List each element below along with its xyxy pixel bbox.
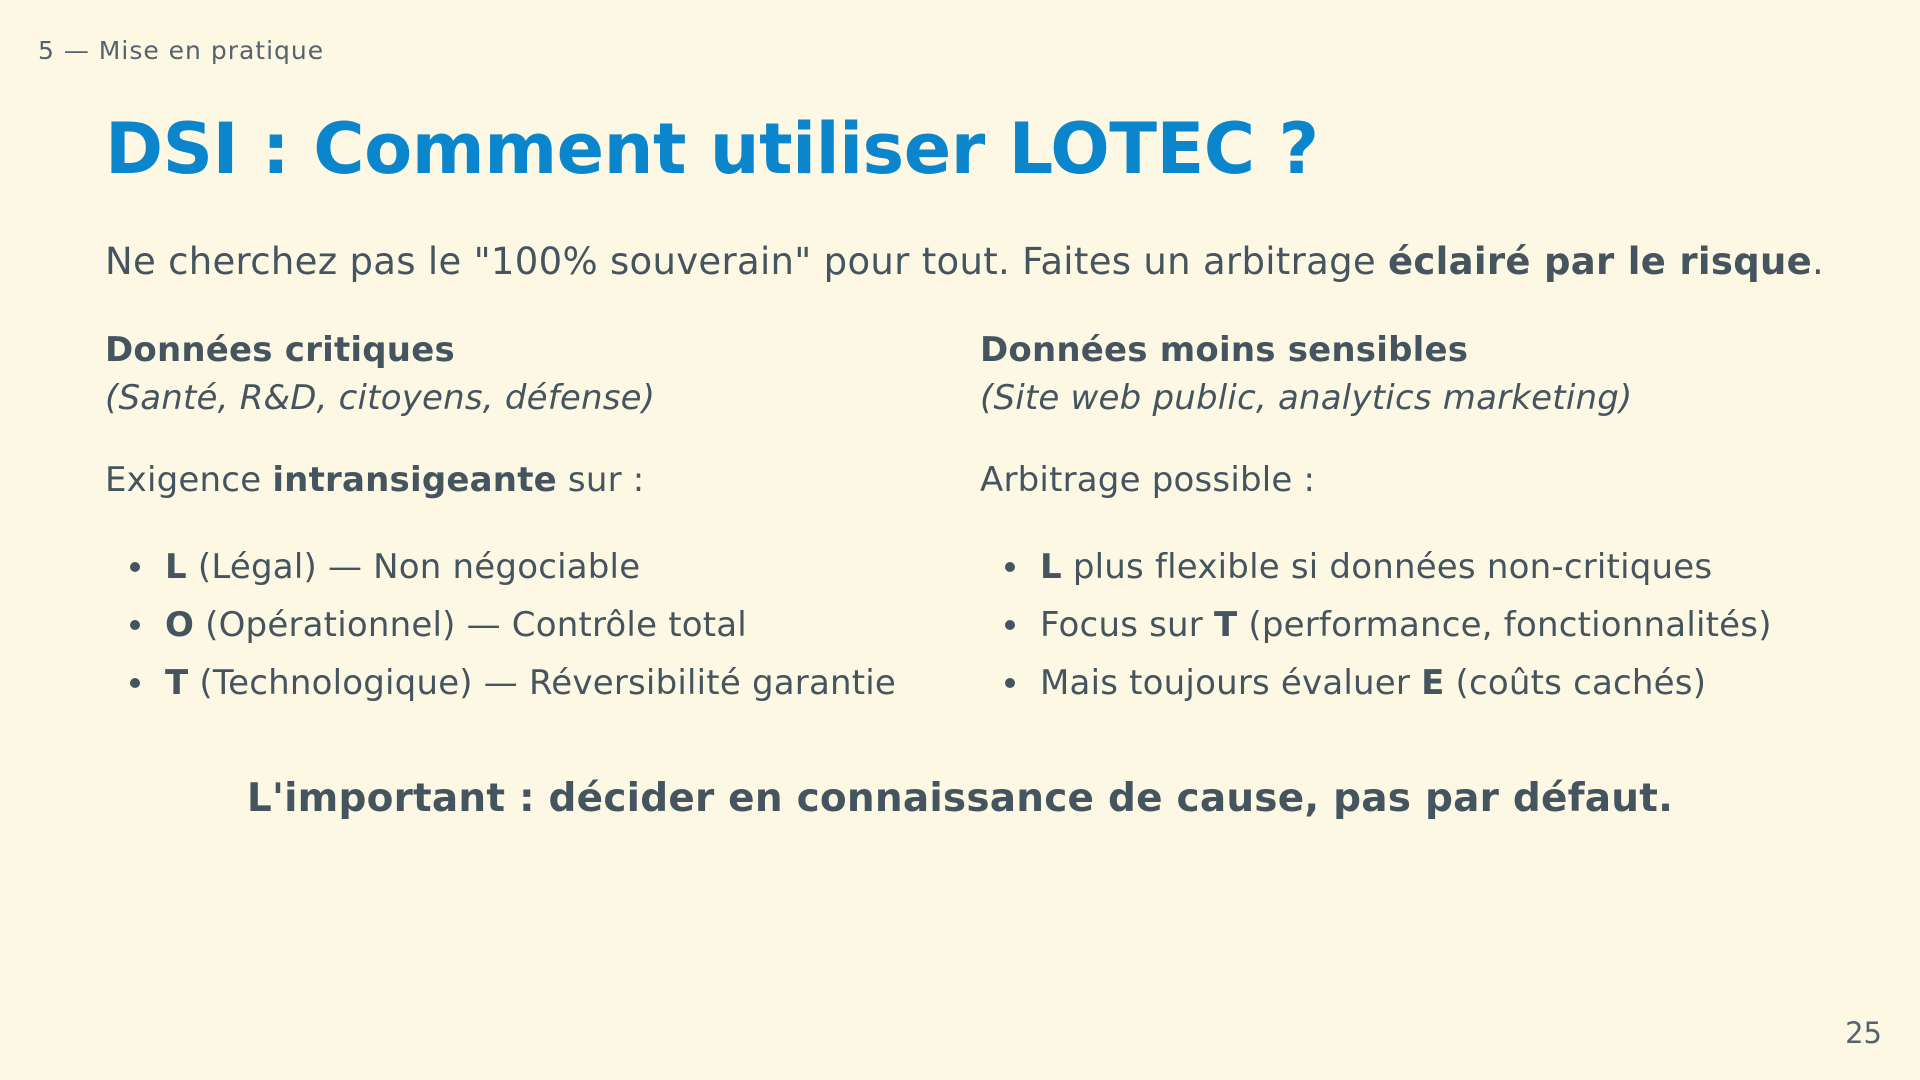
- left-column-lead: [105, 456, 945, 504]
- left-column: [105, 326, 945, 712]
- list-item-key: E: [1421, 663, 1445, 703]
- list-item-text-after: plus flexible si données non-critiques: [1061, 547, 1713, 587]
- bullet-dot-icon: [1005, 620, 1015, 630]
- list-item-key: T: [1213, 605, 1238, 645]
- left-bullet-list: [105, 538, 945, 712]
- left-column-heading: Données critiques: [105, 330, 455, 370]
- section-label: 5 — Mise en pratique: [38, 36, 325, 65]
- bullet-dot-icon: [1005, 678, 1015, 688]
- right-column: [980, 326, 1820, 712]
- list-item-key: T: [165, 663, 189, 703]
- bullet-dot-icon: [130, 562, 140, 572]
- list-item: [980, 596, 1820, 654]
- bullet-dot-icon: [1005, 562, 1015, 572]
- right-bullet-list: [980, 538, 1820, 712]
- intro-text-bold: éclairé par le risque: [1388, 240, 1813, 283]
- list-item-text: (Légal) — Non négociable: [186, 547, 641, 587]
- right-column-lead: Arbitrage possible :: [980, 460, 1316, 500]
- left-lead-before: Exigence: [105, 460, 273, 500]
- list-item: [980, 654, 1820, 712]
- intro-text-after: .: [1812, 240, 1825, 283]
- bullet-dot-icon: [130, 620, 140, 630]
- list-item-key: L: [165, 547, 187, 587]
- list-item-text-before: Mais toujours évaluer: [1040, 663, 1422, 703]
- list-item: [105, 538, 945, 596]
- list-item: [105, 654, 945, 712]
- left-column-subheading: (Santé, R&D, citoyens, défense): [105, 378, 656, 418]
- list-item-text: (Technologique) — Réversibilité garantie: [188, 663, 897, 703]
- list-item: [980, 538, 1820, 596]
- left-lead-bold: intransigeante: [272, 460, 557, 500]
- intro-text-before: Ne cherchez pas le "100% souverain" pour tout. Faites un arbitrage: [105, 240, 1389, 283]
- right-column-subheading: (Site web public, analytics marketing): [980, 378, 1633, 418]
- list-item-text-after: (coûts cachés): [1444, 663, 1707, 703]
- list-item-text-after: (performance, fonctionnalités): [1237, 605, 1772, 645]
- list-item-key: O: [165, 605, 195, 645]
- bullet-dot-icon: [130, 678, 140, 688]
- conclusion-text: L'important : décider en connaissance de cause, pas par défaut.: [246, 776, 1674, 821]
- list-item-text-before: Focus sur: [1040, 605, 1214, 645]
- list-item: [105, 596, 945, 654]
- page-number: 25: [1845, 1016, 1882, 1050]
- list-item-key: L: [1040, 547, 1062, 587]
- slide-title: DSI : Comment utiliser LOTEC ?: [105, 108, 1319, 190]
- intro-text: [105, 240, 1824, 283]
- right-column-heading: Données moins sensibles: [980, 330, 1469, 370]
- list-item-text: (Opérationnel) — Contrôle total: [194, 605, 747, 645]
- left-lead-after: sur :: [556, 460, 645, 500]
